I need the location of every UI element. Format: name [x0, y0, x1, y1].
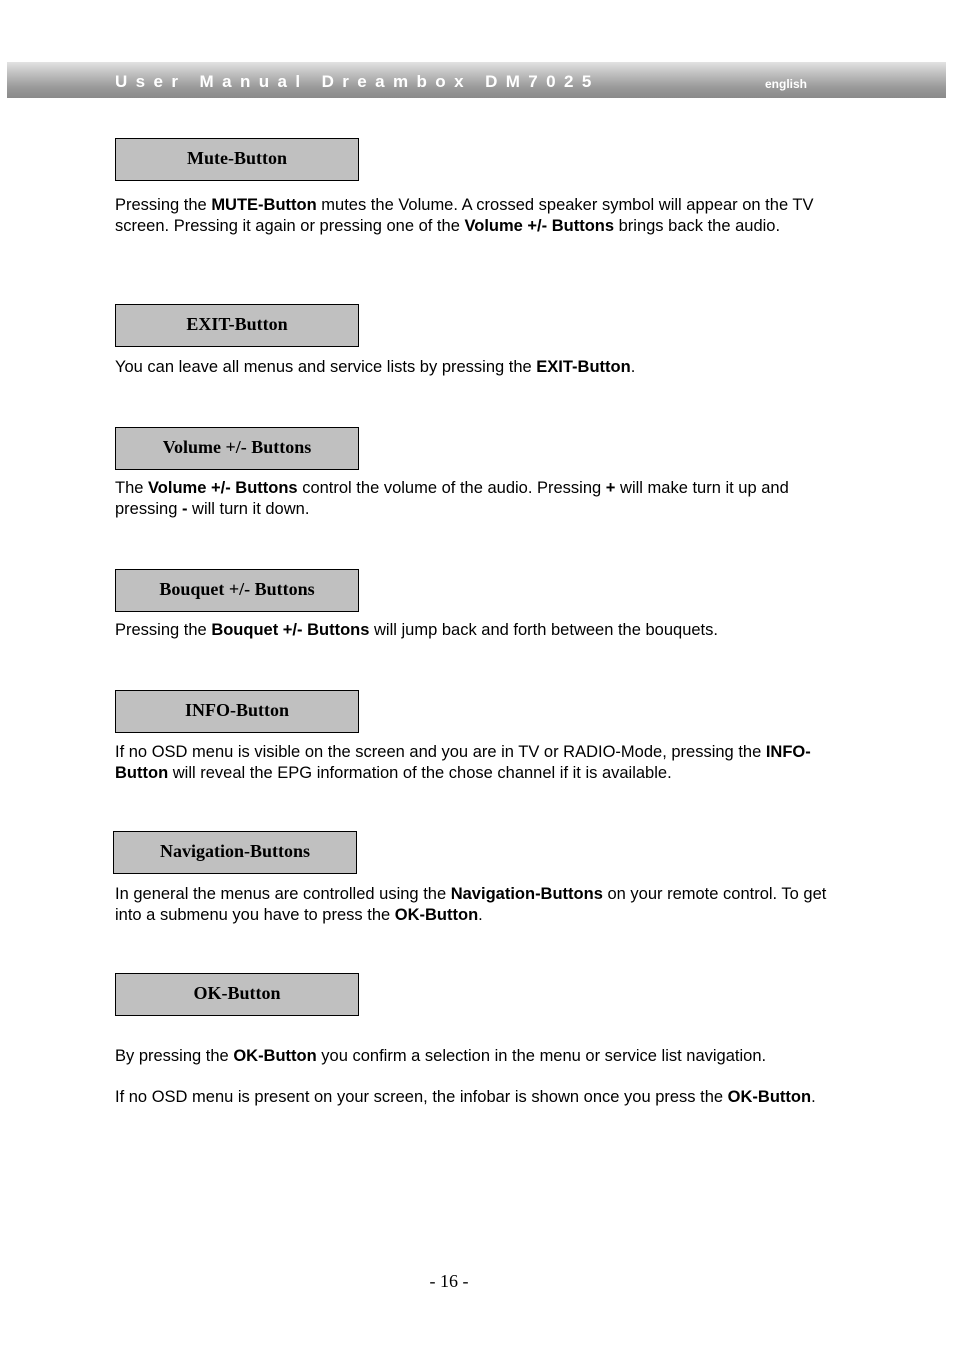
paragraph-ok-confirm: [115, 1046, 845, 1067]
section-heading-ok: OK-Button: [115, 973, 359, 1016]
text-run: mutes the Volume. A crossed speaker symbol will appear on the TV screen. Pressing it again or pressing one of the: [115, 196, 814, 235]
text-run: Pressing the: [115, 196, 212, 214]
bold-term: Navigation-Buttons: [450, 885, 603, 903]
text-run: .: [478, 905, 483, 924]
section-heading-mute: Mute-Button: [115, 138, 359, 181]
manual-title: User Manual Dreambox DM7025: [115, 72, 600, 91]
bold-term: EXIT-Button: [536, 358, 631, 376]
text-run: brings back the audio.: [614, 216, 781, 235]
section-heading-exit: EXIT-Button: [115, 304, 359, 347]
bold-term: MUTE-Button: [211, 196, 317, 214]
section-heading-volume: Volume +/- Buttons: [115, 427, 359, 470]
bold-term: Bouquet +/- Buttons: [211, 621, 370, 639]
text-run: .: [811, 1088, 816, 1106]
text-run: .: [630, 358, 636, 376]
bold-term: OK-Button: [727, 1088, 812, 1106]
paragraph-exit: [115, 357, 845, 378]
bold-term: OK-Button: [233, 1047, 317, 1065]
bold-term: -: [181, 499, 188, 518]
paragraph-navigation: [115, 884, 845, 925]
section-heading-navigation: Navigation-Buttons: [113, 831, 357, 874]
text-run: The: [115, 479, 149, 497]
text-run: control the volume of the audio. Pressing: [297, 479, 606, 497]
text-run: you confirm a selection in the menu or service list navigation.: [316, 1047, 767, 1065]
page-number: - 16 -: [429, 1271, 469, 1291]
text-run: If no OSD menu is present on your screen, the infobar is shown once you press the: [115, 1088, 728, 1106]
paragraph-info: [115, 742, 845, 783]
text-run: will turn it down.: [187, 499, 310, 518]
text-run: will reveal the EPG information of the chose channel if it is available.: [168, 763, 672, 782]
bold-term: OK-Button: [394, 905, 479, 924]
text-run: In general the menus are controlled using the: [115, 885, 451, 903]
bold-term: INFO-Button: [115, 743, 811, 782]
text-run: If no OSD menu is visible on the screen and you are in TV or RADIO-Mode, pressing the: [115, 743, 766, 761]
paragraph-ok-infobar: [115, 1087, 845, 1108]
section-heading-info: INFO-Button: [115, 690, 359, 733]
text-run: on your remote control. To get into a submenu you have to press the: [115, 885, 827, 924]
header-bar: [7, 62, 946, 98]
bold-term: Volume +/- Buttons: [148, 479, 298, 497]
text-run: You can leave all menus and service lists by pressing the: [115, 358, 537, 376]
bold-term: +: [605, 479, 616, 497]
paragraph-bouquet: [115, 620, 845, 641]
section-heading-bouquet: Bouquet +/- Buttons: [115, 569, 359, 612]
language-label: english: [765, 77, 808, 91]
bold-term: Volume +/- Buttons: [464, 216, 615, 235]
paragraph-mute: [115, 195, 845, 236]
text-run: Pressing the: [115, 621, 212, 639]
text-run: By pressing the: [115, 1047, 234, 1065]
text-run: will jump back and forth between the bouquets.: [369, 621, 718, 639]
text-run: will make turn it up and pressing: [115, 479, 789, 518]
paragraph-volume: [115, 478, 845, 519]
